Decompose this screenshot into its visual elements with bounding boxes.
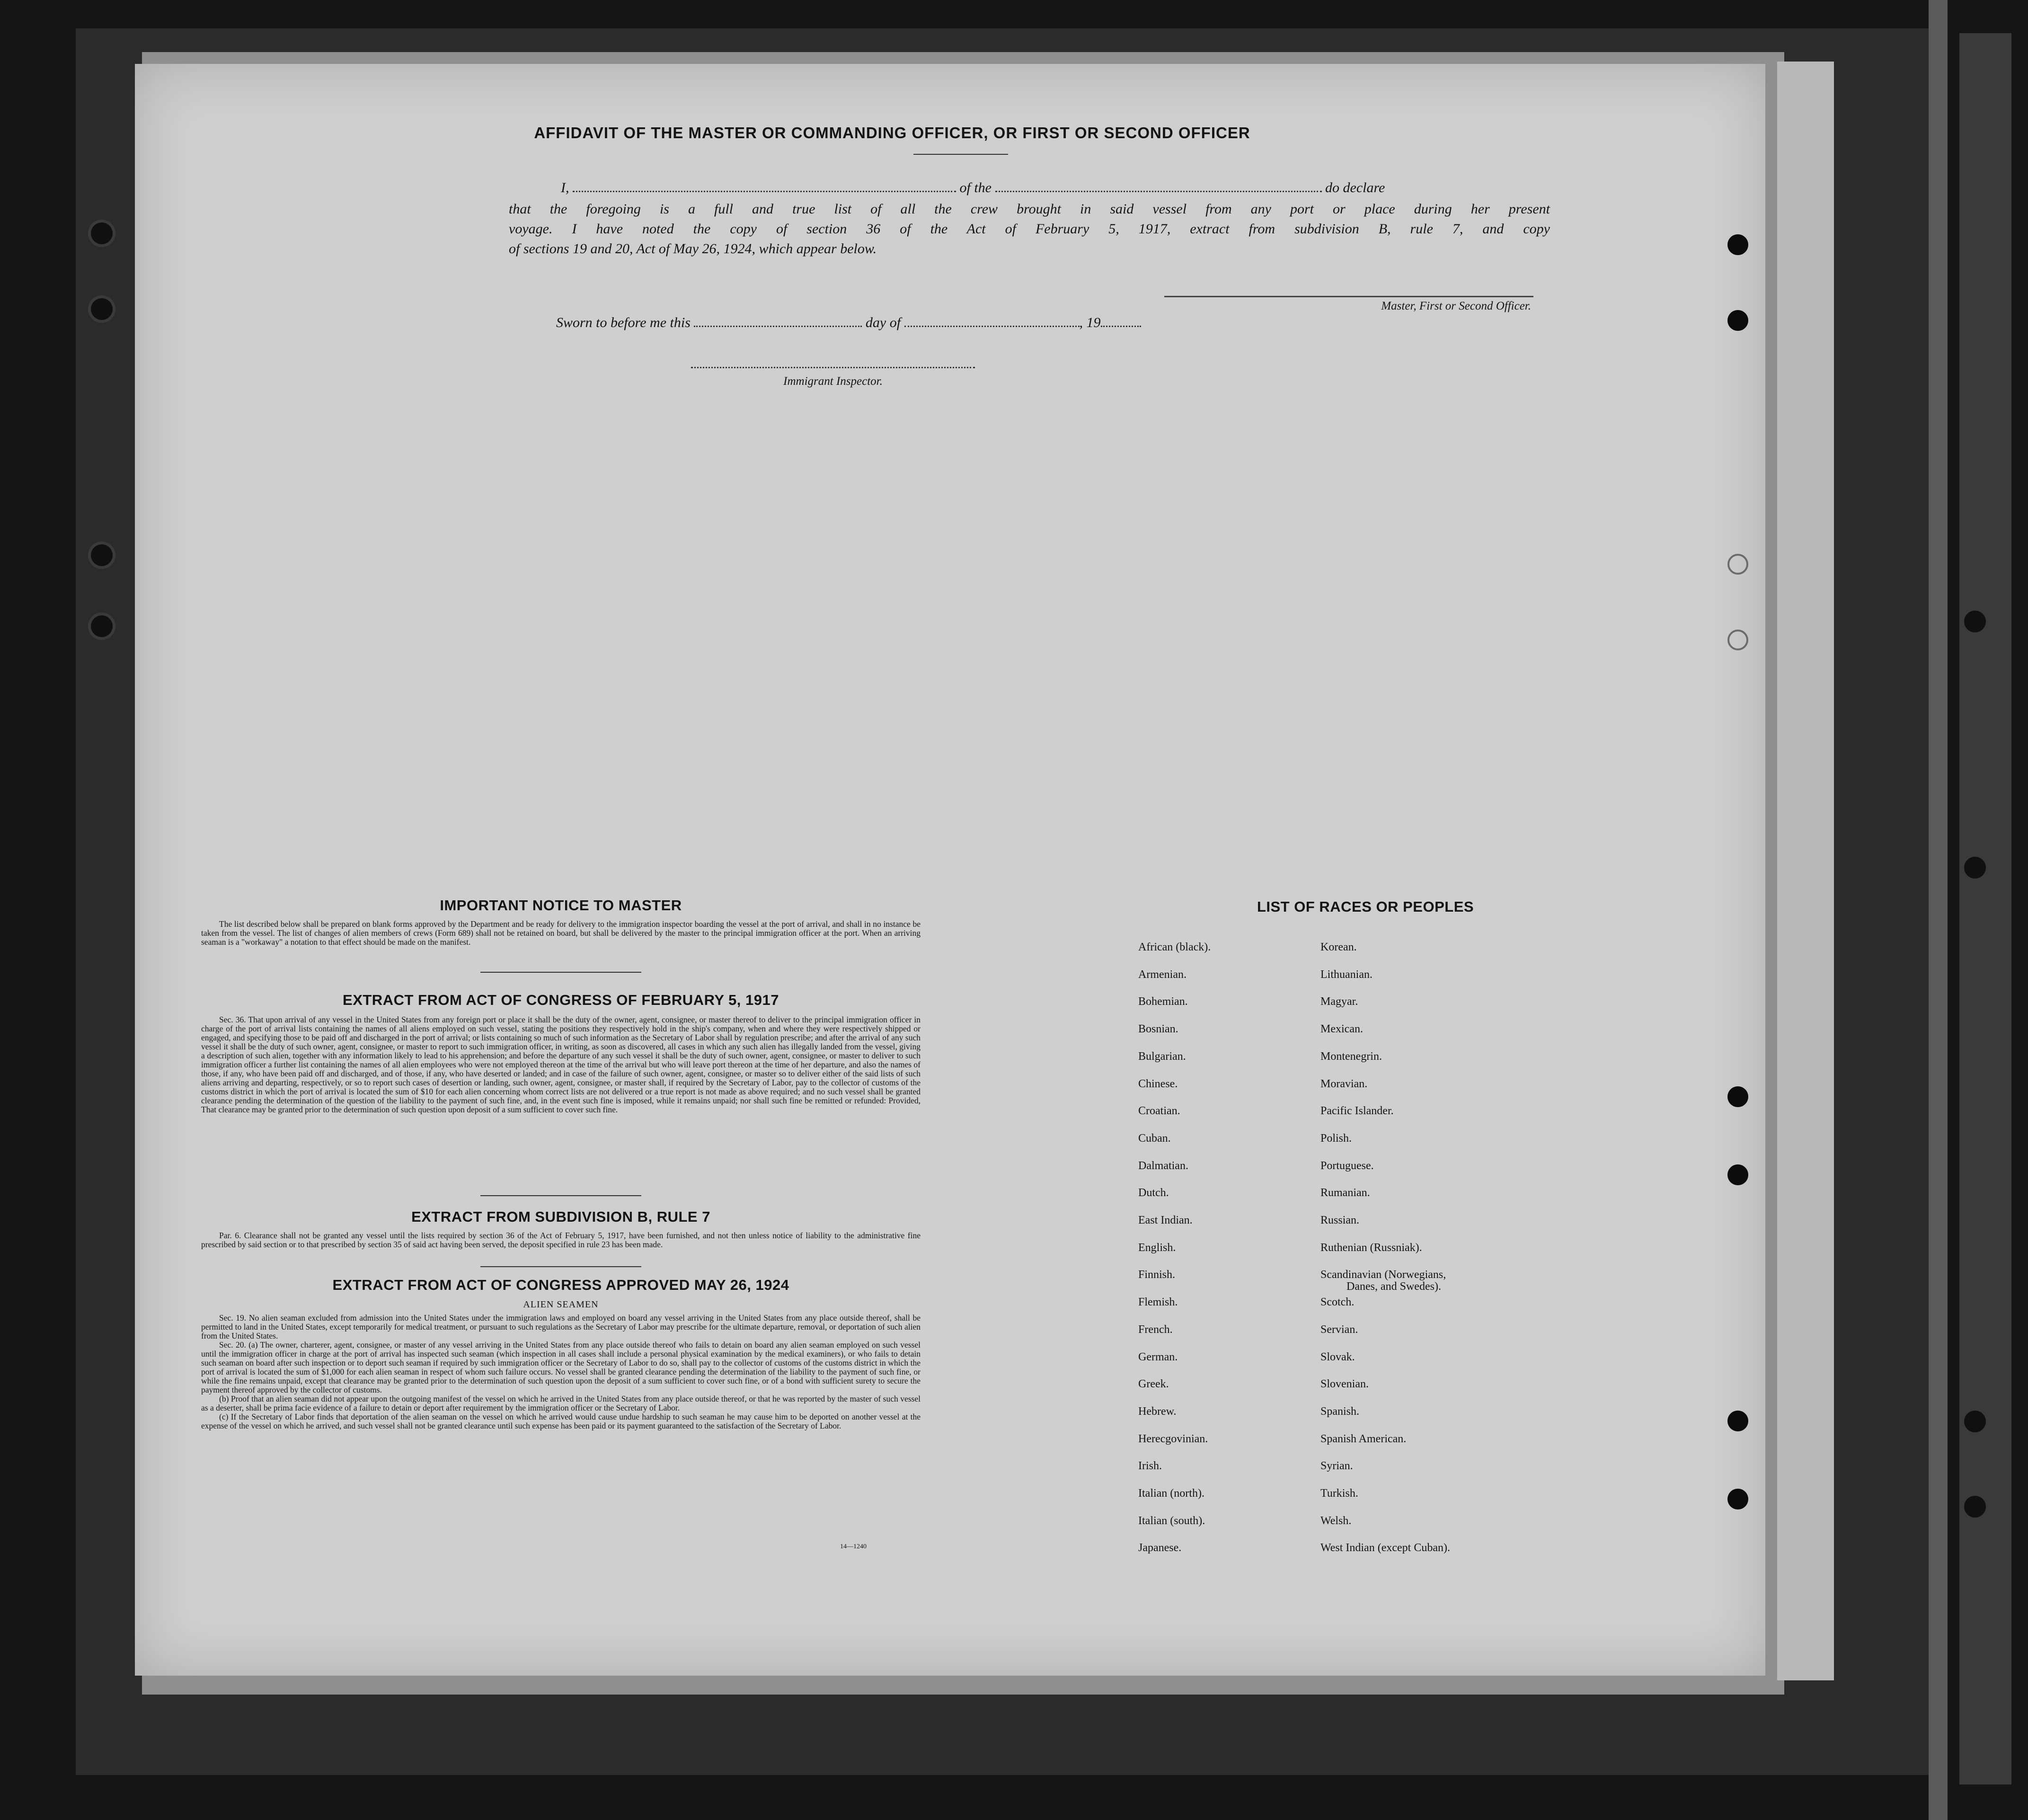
sworn-line: Sworn to before me this day of , 19 <box>556 312 1361 333</box>
punch-hole <box>1727 1086 1748 1107</box>
name-blank[interactable] <box>573 178 956 192</box>
race-item: Italian (south). <box>1138 1514 1205 1527</box>
race-item: Japanese. <box>1138 1542 1182 1554</box>
race-item: Rumanian. <box>1320 1187 1370 1199</box>
race-item: Ruthenian (Russniak). <box>1320 1241 1422 1254</box>
race-item: Scandinavian (Norwegians, <box>1320 1269 1446 1281</box>
race-item: Flemish. <box>1138 1296 1178 1309</box>
race-item: Magyar. <box>1320 995 1358 1008</box>
race-item: Herecgovinian. <box>1138 1432 1208 1445</box>
binder-hole <box>91 615 113 637</box>
binder-hole <box>91 544 113 566</box>
race-item: Armenian. <box>1138 968 1187 981</box>
punch-hole <box>1727 234 1748 255</box>
title-divider <box>913 154 1008 155</box>
of-the-label: of the <box>959 180 992 195</box>
extract-1917-text <box>201 1015 921 1114</box>
race-item: Slovenian. <box>1320 1378 1369 1391</box>
race-item: French. <box>1138 1323 1173 1336</box>
sec-20b-paragraph: (b) Proof that an alien seaman did not appear upon the outgoing manifest of the vessel on which he arrived in the United States from any place outside thereof, or that he was reported by the master of such vessel as a deserter, shall be prima facie evidence of a failure to detain or deport after requirement by the immigration officer or the Secretary of Labor. <box>201 1394 921 1412</box>
race-item: Greek. <box>1138 1378 1169 1391</box>
extract-rule7-title: EXTRACT FROM SUBDIVISION B, RULE 7 <box>411 1208 710 1225</box>
sec-20a-paragraph: Sec. 20. (a) The owner, charterer, agent, consignee, or master of any vessel arriving in the United States from any place outside thereof who fails to detain on board any alien seaman employed on such vessel until the immigration officer in charge at the port of arrival has inspected such seaman (which inspection in all cases shall include a personal physical examination by the medical examiners), or who fails to detain such seaman on board after such inspection or to deport such seaman if required by such immigration officer or the Secretary of Labor to do so, shall pay to the collector of customs of the customs district in which the port of arrival is located the sum of $1,000 for each alien seaman in respect of whom such failure occurs. No vessel shall be granted clearance pending the determination of the liability to the payment of such fine, or while the fine remains unpaid, except that clearance may be granted prior to the determination of such question upon the deposit of a sum sufficient to cover such fine, or of a bond with sufficient surety to secure the payment thereof approved by the collector of customs. <box>201 1340 921 1394</box>
sec-19-paragraph: Sec. 19. No alien seaman excluded from admission into the United States under the immigration laws and employed on board any vessel arriving in the United States from any place outside thereof, shall be permitted to land in the United States, except temporarily for medical treatment, or pursuant to such regulations as the Secretary of Labor may prescribe for the ultimate departure, removal, or deportation of such alien from the United States. <box>201 1313 921 1341</box>
adjacent-page-edge <box>1777 62 1834 1680</box>
binding-strip <box>1929 0 1948 1820</box>
binder-hole <box>1964 1411 1986 1432</box>
affidavit-line-4: of sections 19 and 20, Act of May 26, 1924, which appear below. <box>509 241 877 257</box>
race-item: Servian. <box>1320 1323 1358 1336</box>
race-item: Cuban. <box>1138 1132 1171 1145</box>
notice-paragraph: The list described below shall be prepared on blank forms approved by the Department and be ready for delivery to the immigration inspector boarding the vessel at the port of arrival, and shall in no instance be taken from the vessel. The list of changes of alien members of crews (Form 689) shall not be retained on board, but shall be delivered by the master to the principal immigration officer at the port. When an arriving seaman is a "workaway" a notation to that effect should be made on the manifest. <box>201 919 921 947</box>
binder-hole <box>1964 1496 1986 1518</box>
punch-hole <box>1727 1411 1748 1431</box>
race-item: Spanish. <box>1320 1405 1360 1418</box>
extract-1917-title: EXTRACT FROM ACT OF CONGRESS OF FEBRUARY 5, 1917 <box>343 992 779 1008</box>
race-item: Welsh. <box>1320 1514 1352 1527</box>
race-item: Lithuanian. <box>1320 968 1373 981</box>
day-of-label: day of <box>865 315 901 330</box>
alien-seamen-subtitle: ALIEN SEAMEN <box>523 1299 599 1310</box>
affidavit-line-2: that the foregoing is a full and true list of all the crew brought in said vessel from any port or place during her present <box>509 201 1550 217</box>
inspector-caption: Immigrant Inspector. <box>783 375 883 388</box>
extract-1924-text <box>201 1314 921 1430</box>
sworn-year-blank[interactable] <box>1101 313 1141 327</box>
binder-hole <box>1964 611 1986 632</box>
sworn-label: Sworn to before me this <box>556 315 691 330</box>
master-signature-caption: Master, First or Second Officer. <box>1381 300 1531 312</box>
section-divider <box>480 1195 641 1196</box>
form-number: 14—1240 <box>840 1543 867 1550</box>
section-divider <box>480 1266 641 1267</box>
document-page <box>135 64 1765 1676</box>
master-signature-line[interactable] <box>1164 296 1533 297</box>
punch-hole <box>1727 310 1748 331</box>
race-item: East Indian. <box>1138 1214 1193 1226</box>
sworn-month-blank[interactable] <box>904 313 1080 327</box>
race-item: Portuguese. <box>1320 1159 1374 1172</box>
declare-label: do declare <box>1325 180 1385 195</box>
par-6-paragraph: Par. 6. Clearance shall not be granted any vessel until the lists required by section 36 of the Act of February 5, 1917, have been furnished, and not then unless notice of liability to the administrative fine prescribed by said section or to that prescribed by section 35 of said act having been served, the deposit specified in rule 23 has been made. <box>201 1231 921 1249</box>
inspector-signature-line[interactable] <box>691 367 975 368</box>
race-item: Moravian. <box>1320 1077 1368 1090</box>
punch-hole <box>1727 1164 1748 1185</box>
race-item: Montenegrin. <box>1320 1050 1382 1063</box>
race-item: German. <box>1138 1350 1178 1363</box>
extract-rule7-text <box>201 1231 921 1249</box>
sec-20c-paragraph: (c) If the Secretary of Labor finds that deportation of the alien seaman on the vessel on which he arrived would cause undue hardship to such seaman he may cause him to be deported on another vessel at the expense of the vessel on which he arrived, and such vessel shall not be granted clearance until such expense has been paid or its payment guaranteed to the satisfaction of the Secretary of Labor. <box>201 1412 921 1430</box>
race-item: Polish. <box>1320 1132 1352 1145</box>
race-item: Mexican. <box>1320 1023 1363 1036</box>
section-divider <box>480 972 641 973</box>
binder-hole <box>91 222 113 244</box>
race-item: Chinese. <box>1138 1077 1178 1090</box>
races-title: LIST OF RACES OR PEOPLES <box>1257 898 1474 915</box>
sworn-day-blank[interactable] <box>694 313 862 327</box>
notice-title: IMPORTANT NOTICE TO MASTER <box>440 897 682 914</box>
binding-strip-outer <box>1959 33 2011 1784</box>
race-item: Bohemian. <box>1138 995 1188 1008</box>
notice-text <box>201 920 921 947</box>
affidavit-line-3: voyage. I have noted the copy of section 36 of the Act of February 5, 1917, extract from subdivision B, rule 7, and copy <box>509 221 1550 237</box>
race-item: African (black). <box>1138 941 1211 953</box>
race-item: Slovak. <box>1320 1350 1355 1363</box>
race-item: Russian. <box>1320 1214 1360 1226</box>
affidavit-line-1 <box>561 178 1550 198</box>
race-item: Turkish. <box>1320 1487 1358 1500</box>
race-item: Croatian. <box>1138 1105 1180 1118</box>
binder-hole <box>1964 857 1986 879</box>
punch-hole <box>1727 630 1748 650</box>
race-item: Bulgarian. <box>1138 1050 1186 1063</box>
extract-1924-title: EXTRACT FROM ACT OF CONGRESS APPROVED MAY 26, 1924 <box>332 1277 789 1293</box>
race-item: West Indian (except Cuban). <box>1320 1542 1450 1554</box>
punch-hole <box>1727 1489 1748 1509</box>
race-item: Italian (north). <box>1138 1487 1204 1500</box>
affidavit-title: AFFIDAVIT OF THE MASTER OR COMMANDING OFFICER, OR FIRST OR SECOND OFFICER <box>534 124 1250 142</box>
race-item: Pacific Islander. <box>1320 1105 1394 1118</box>
race-item: Hebrew. <box>1138 1405 1177 1418</box>
race-item: Dutch. <box>1138 1187 1169 1199</box>
race-item: Irish. <box>1138 1460 1162 1473</box>
i-label: I, <box>561 180 569 195</box>
vessel-blank[interactable] <box>995 178 1322 192</box>
punch-hole <box>1727 554 1748 575</box>
race-item: Finnish. <box>1138 1269 1176 1281</box>
binder-hole <box>91 298 113 320</box>
race-item: Spanish American. <box>1320 1432 1407 1445</box>
sec-36-paragraph: Sec. 36. That upon arrival of any vessel in the United States from any foreign port or place it shall be the duty of the owner, agent, consignee, or master thereof to deliver to the principal immigration officer in charge of the port of arrival lists containing the names of all aliens employed on such vessel, stating the positions they respectively hold in the ship's company, when and where they were respectively shipped or engaged, and specifying those to be paid off and discharged in the port of arrival; or lists containing so much of such information as the Secretary of Labor shall by regulation prescribe; and after the arrival of any such vessel it shall be the duty of such owner, agent, consignee, or master to report to such immigration officer, in writing, as soon as discovered, all cases in which any such alien has illegally landed from the vessel, giving a description of such alien, together with any information likely to lead to his apprehension; and before the departure of any such vessel it shall be the duty of such owner, agent, consignee, or master to deliver to such immigration officer a further list containing the names of all alien employees who were not employed thereon at the time of the arrival but who will leave port thereon at the time of her departure, and also the names of those, if any, who have been paid off and discharged, and of those, if any, who have deserted or landed; and in case of the failure of such owner, agent, consignee, or master so to deliver either of the said lists of such aliens arriving and departing, respectively, or so to report such cases of desertion or landing, such owner, agent, consignee, or master shall, if required by the Secretary of Labor, pay to the collector of customs of the customs district in which the port of arrival is located the sum of $10 for each alien concerning whom correct lists are not delivered or a true report is not made as above required; and no such vessel shall be granted clearance pending the determination of the question of the liability to the payment of such fine, and, in the event such fine is imposed, while it remains unpaid; nor shall such fine be remitted or refunded: Provided, That clearance may be granted prior to the determination of such question upon deposit of a sum sufficient to cover such fine. <box>201 1015 921 1114</box>
race-item: Danes, and Swedes). <box>1346 1280 1441 1293</box>
race-item: Bosnian. <box>1138 1023 1178 1036</box>
year-label: 19 <box>1086 315 1101 330</box>
race-item: Korean. <box>1320 941 1357 953</box>
race-item: Scotch. <box>1320 1296 1355 1309</box>
race-item: English. <box>1138 1241 1176 1254</box>
race-item: Dalmatian. <box>1138 1159 1188 1172</box>
race-item: Syrian. <box>1320 1460 1353 1473</box>
